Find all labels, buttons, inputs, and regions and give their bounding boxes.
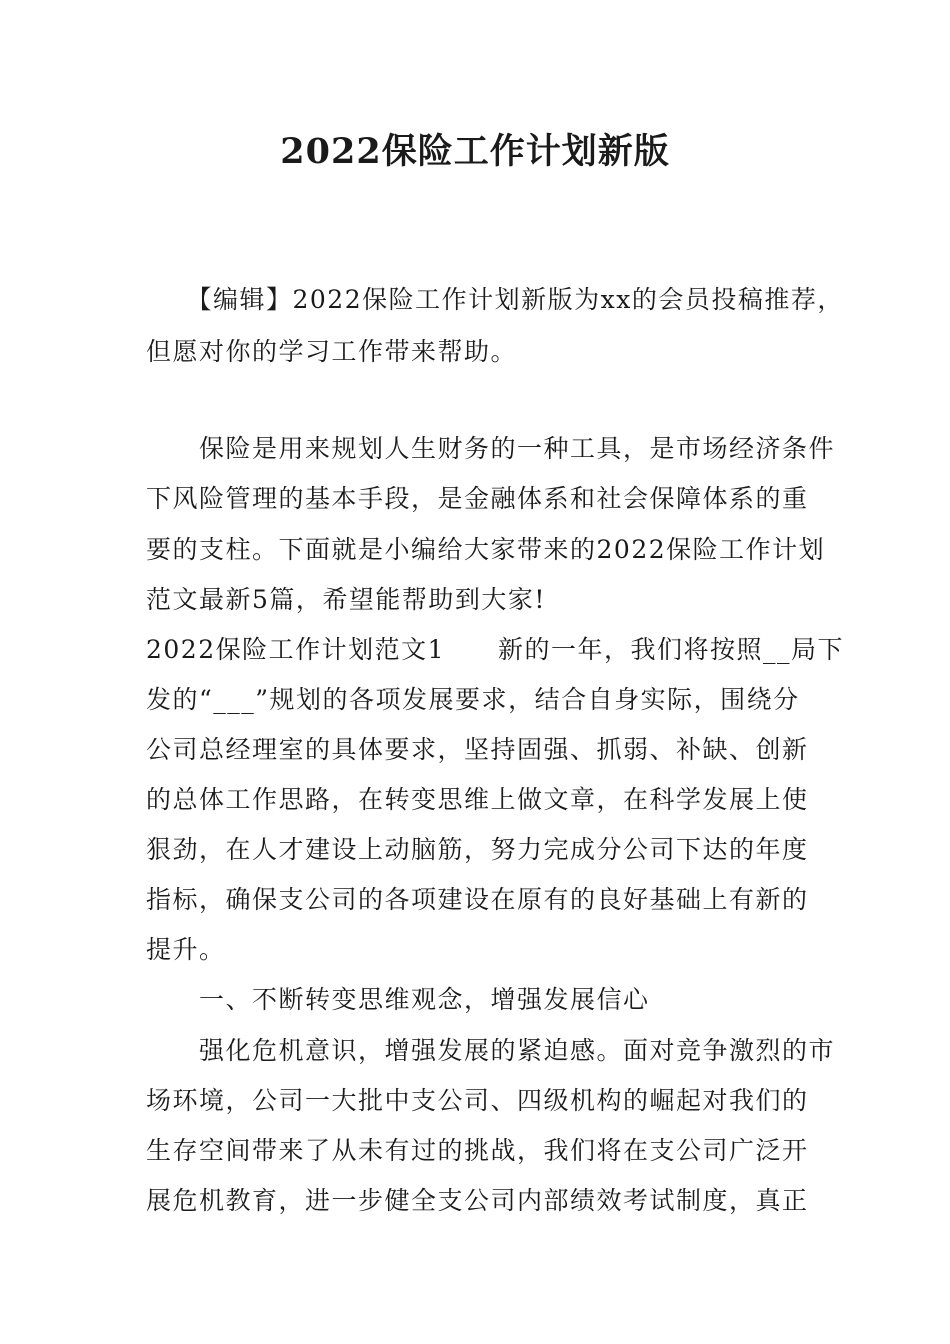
paragraph-line-12: 强化危机意识，增强发展的紧迫感。面对竞争激烈的市 [146,1036,836,1065]
paragraph-line-10: 指标，确保支公司的各项建设在原有的良好基础上有新的 [146,885,809,914]
paragraph-line-3: 要的支柱。下面就是小编给大家带来的2022保险工作计划 [146,535,826,564]
paragraph-line-8: 的总体工作思路，在转变思维上做文章，在科学发展上使 [146,785,809,814]
paragraph-line-5: 2022保险工作计划范文1 新的一年，我们将按照__局下 [146,635,845,664]
intro-line-2: 但愿对你的学习工作带来帮助。 [146,337,518,366]
paragraph-line-6: 发的“___”规划的各项发展要求，结合自身实际，围绕分 [146,685,800,714]
paragraph-line-4: 范文最新5篇，希望能帮助到大家! [146,585,546,614]
paragraph-line-14: 生存空间带来了从未有过的挑战，我们将在支公司广泛开 [146,1136,809,1165]
paragraph-line-11: 提升。 [146,935,226,964]
section-heading-1: 一、不断转变思维观念，增强发展信心 [146,985,650,1014]
paragraph-line-2: 下风险管理的基本手段，是金融体系和社会保障体系的重 [146,484,809,513]
paragraph-line-7: 公司总经理室的具体要求，坚持固强、抓弱、补缺、创新 [146,735,809,764]
intro-line-1: 【编辑】2022保险工作计划新版为xx的会员投稿推荐， [146,285,844,314]
paragraph-line-15: 展危机教育，进一步健全支公司内部绩效考试制度，真正 [146,1186,809,1215]
paragraph-line-9: 狠劲，在人才建设上动脑筋，努力完成分公司下达的年度 [146,835,809,864]
paragraph-line-13: 场环境，公司一大批中支公司、四级机构的崛起对我们的 [146,1086,809,1115]
document-title: 2022保险工作计划新版 [280,131,670,172]
paragraph-line-1: 保险是用来规划人生财务的一种工具，是市场经济条件 [146,434,836,463]
